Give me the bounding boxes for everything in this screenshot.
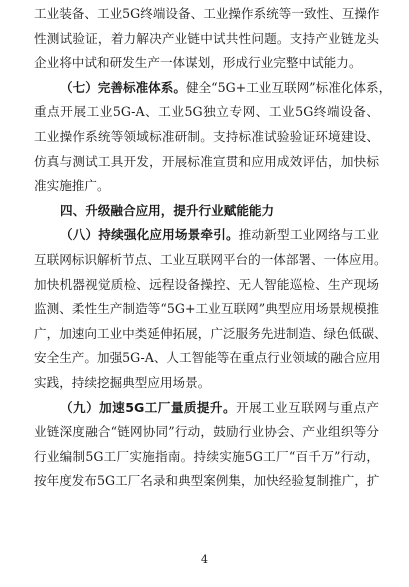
text-line: 加快机器视觉质检、远程设备操控、无人智能巡检、生产现场 (34, 277, 379, 292)
text-span: 开展工业互联网与重点产 (236, 400, 379, 415)
paragraph-9-heading: （九）加速5G工厂量质提升。 (60, 400, 237, 415)
text-line: 仿真与测试工具开发，开展标准宣贯和应用成效评估，加快标 (34, 154, 379, 169)
paragraph-7-heading: （七）完善标准体系。 (60, 80, 186, 95)
text-line: 工业装备、工业5G终端设备、工业操作系统等一致性、互操作 (34, 6, 380, 21)
text-line: 业链深度融合“链网协同”行动，鼓励行业协会、产业组织等分 (34, 424, 379, 439)
paragraph-8-heading: （八）持续强化应用场景牵引。 (60, 227, 239, 242)
text-line: 安全生产。加强5G-A、人工智能等在重点行业领域的融合应用 (34, 350, 381, 365)
text-span: 健全“5G+工业互联网”标准化体系， (185, 80, 392, 95)
text-line: 行业编制5G工厂实施指南。持续实施5G工厂“百千万”行动， (34, 449, 379, 464)
text-line: 性测试验证，着力解决产业链中试共性问题。支持产业链龙头 (34, 31, 379, 46)
text-line: 重点开展工业5G-A、工业5G独立专网、工业5G终端设备、 (34, 104, 379, 119)
text-line: 互联网标识解析节点、工业互联网平台的一体部署、一体应用。 (34, 252, 387, 267)
text-line: 监测、柔性生产制造等“5G+工业互联网”典型应用场景规模推 (34, 301, 379, 316)
text-line: 企业将中试和研发生产一体谋划，形成行业完整中试能力。 (34, 55, 362, 70)
page-number: 4 (201, 553, 208, 566)
text-line: 实践，持续挖掘典型应用场景。 (34, 375, 211, 390)
text-line: 按年度发布5G工厂名录和典型案例集，加快经验复制推广，扩 (34, 473, 380, 488)
section-heading: 四、升级融合应用，提升行业赋能能力 (60, 203, 275, 218)
text-line: 广，加速向工业中类延伸拓展，广泛服务先进制造、绿色低碳、 (34, 326, 387, 341)
text-line: 准实施推广。 (34, 178, 110, 193)
paragraph-9-first-line (60, 400, 379, 416)
text-line: 工业操作系统等领域标准研制。支持标准试验验证环境建设、 (34, 129, 379, 144)
text-span: 推动新型工业网络与工业 (238, 227, 380, 242)
